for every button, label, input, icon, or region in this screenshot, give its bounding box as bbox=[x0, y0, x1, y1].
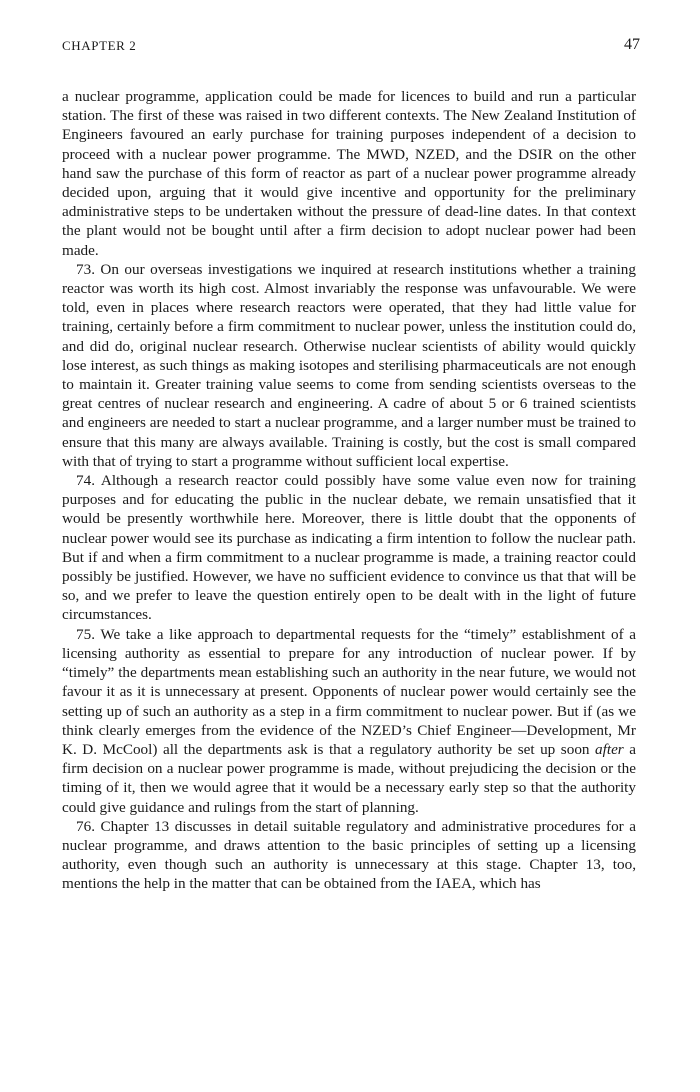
paragraph-75 bbox=[62, 625, 636, 817]
paragraph-continuation: a nuclear programme, application could be made for licences to build and run a particular station. The first of these was raised in two different contexts. The New Zealand Institution of Engineers favoured an early purchase for training purposes independent of a decision to proceed with a nuclear power programme. The MWD, NZED, and the DSIR on the other hand saw the purchase of this form of reactor as part of a nuclear power programme already decided upon, arguing that it would give incentive and opportunity for the preliminary administrative steps to be undertaken without the pressure of dead-line dates. In that context the plant would not be bought until after a firm decision to adopt nuclear power had been made. bbox=[62, 88, 636, 259]
paragraph-75-text-before: 75. We take a like approach to departmental requests for the “timely” establishment of a licensing authority as essential to prepare for any introduction of nuclear power. If by “timely” the departments mean establishing such an authority in the near future, we would not favour it as it is unnecessary at present. Opponents of nuclear power would certainly see the setting up of such an authority as a step in a firm commitment to nuclear power. But if (as we think clearly emerges from the evidence of the NZED’s Chief Engineer—Development, Mr K. D. McCool) all the departments ask is that a regulatory authority be set up soon bbox=[62, 625, 636, 758]
paragraph-74: 74. Although a research reactor could possibly have some value even now for training purposes and for educating the public in the nuclear debate, we remain unsatisfied that it would be presently worthwhile here. Moreover, there is little doubt that the opponents of nuclear power would see its purchase as indicating a firm intention to follow the nuclear path. But if and when a firm commitment to a nuclear programme is made, a training reactor could possibly be justified. However, we have no sufficient evidence to convince us that that will be so, and we prefer to leave the question entirely open to be dealt with in the light of future circumstances. bbox=[62, 472, 636, 624]
page-number: 47 bbox=[624, 36, 640, 53]
paragraph-75-emphasis: after bbox=[595, 740, 624, 758]
paragraph-76: 76. Chapter 13 discusses in detail suitable regulatory and administrative procedures for a nuclear programme, and draws attention to the basic principles of setting up a licensing authority, even though such an authority is unnecessary at this stage. Chapter 13, too, mentions the help in the matter that can be obtained from the IAEA, which has bbox=[62, 817, 636, 893]
body-text bbox=[62, 87, 636, 894]
running-header bbox=[62, 38, 640, 60]
chapter-label: CHAPTER 2 bbox=[62, 38, 137, 53]
paragraph-75-text-after: a firm decision on a nuclear power programme is made, without prejudicing the decision or the timing of it, then we would agree that it would be a necessary early step so that the authority could give guidance and rulings from the start of planning. bbox=[62, 740, 636, 816]
paragraph-73: 73. On our overseas investigations we inquired at research institutions whether a training reactor was worth its high cost. Almost invariably the response was unfavourable. We were told, even in places where research reactors were operated, that they had little value for training, certainly before a firm commitment to nuclear power, unless the institution could do, and did do, original nuclear research. Otherwise nuclear scientists of ability would quickly lose interest, as such things as making isotopes and sterilising pharmaceuticals are not enough to maintain it. Greater training value seems to come from sending scientists overseas to the great centres of nuclear research and engineering. A cadre of about 5 or 6 trained scientists and engineers are needed to start a nuclear programme, and a larger number must be trained to ensure that this many are always available. Training is costly, but the cost is small compared with that of trying to start a programme without sufficient local expertise. bbox=[62, 260, 636, 470]
